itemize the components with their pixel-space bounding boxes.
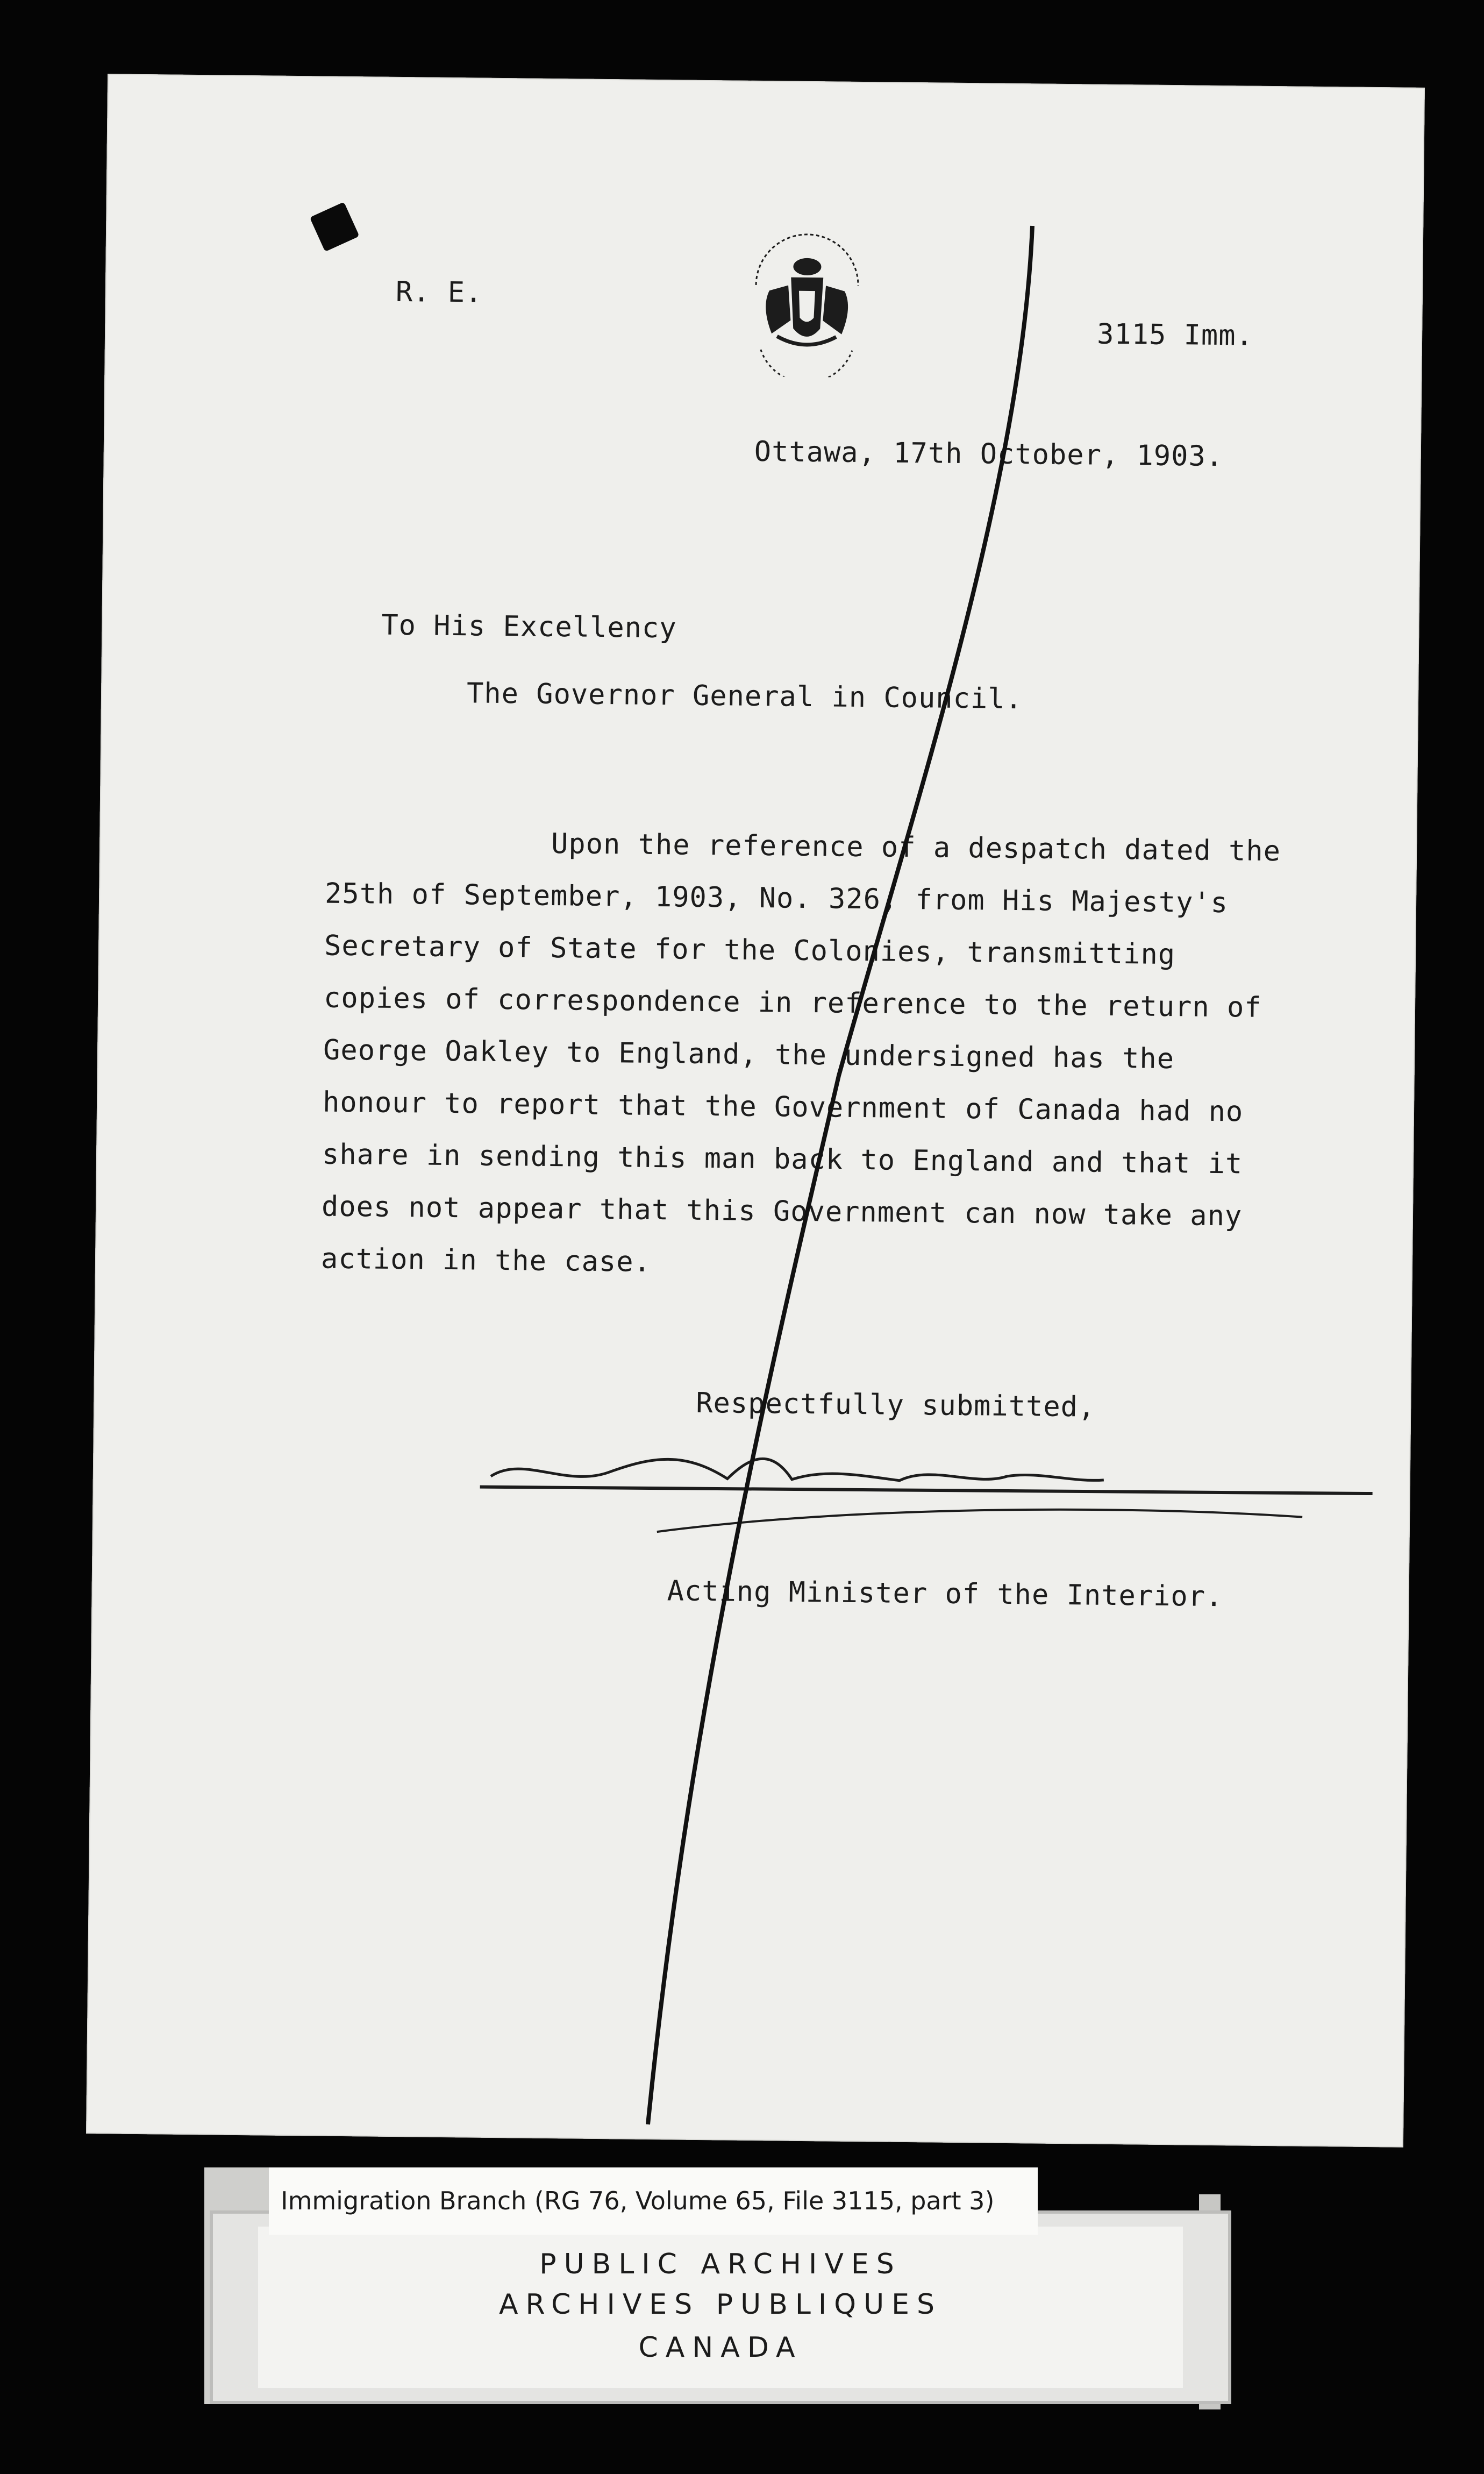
body-line: copies of correspondence in reference to the return of: [323, 982, 1262, 1024]
body-line: does not appear that this Government can now take any: [321, 1190, 1243, 1233]
closing: Respectfully submitted,: [695, 1387, 1096, 1424]
body-line: George Oakley to England, the undersigned has the: [323, 1034, 1175, 1076]
signature-scribble: [86, 74, 1425, 2147]
body-line: honour to report that the Government of Canada had no: [322, 1086, 1244, 1128]
stamp-panel: [258, 2227, 1183, 2388]
date-line: Ottawa, 17th October, 1903.: [754, 435, 1224, 473]
stamp-line-2: ARCHIVES PUBLIQUES: [498, 2288, 943, 2321]
body-line: 25th of September, 1903, No. 326, from His Majesty's: [324, 877, 1229, 920]
stamp-line-1: PUBLIC ARCHIVES: [539, 2248, 902, 2280]
stamp-line-3: CANADA: [638, 2331, 803, 2364]
body-line: share in sending this man back to England and that it: [322, 1138, 1243, 1181]
file-reference: 3115 Imm.: [1096, 318, 1254, 352]
initials: R. E.: [395, 275, 483, 309]
addressee-line-2: The Governor General in Council.: [466, 677, 1023, 716]
archive-reference-label: Immigration Branch (RG 76, Volume 65, File 3115, part 3): [269, 2167, 1038, 2235]
body-line: Secretary of State for the Colonies, transmitting: [324, 929, 1176, 971]
signature-title: Acting Minister of the Interior.: [667, 1575, 1223, 1613]
archives-stamp: [210, 2210, 1231, 2404]
body-line: action in the case.: [320, 1242, 652, 1278]
addressee-line-1: To His Excellency: [381, 609, 677, 645]
document-page: [86, 74, 1425, 2147]
body-line: Upon the reference of a despatch dated the: [551, 827, 1281, 868]
